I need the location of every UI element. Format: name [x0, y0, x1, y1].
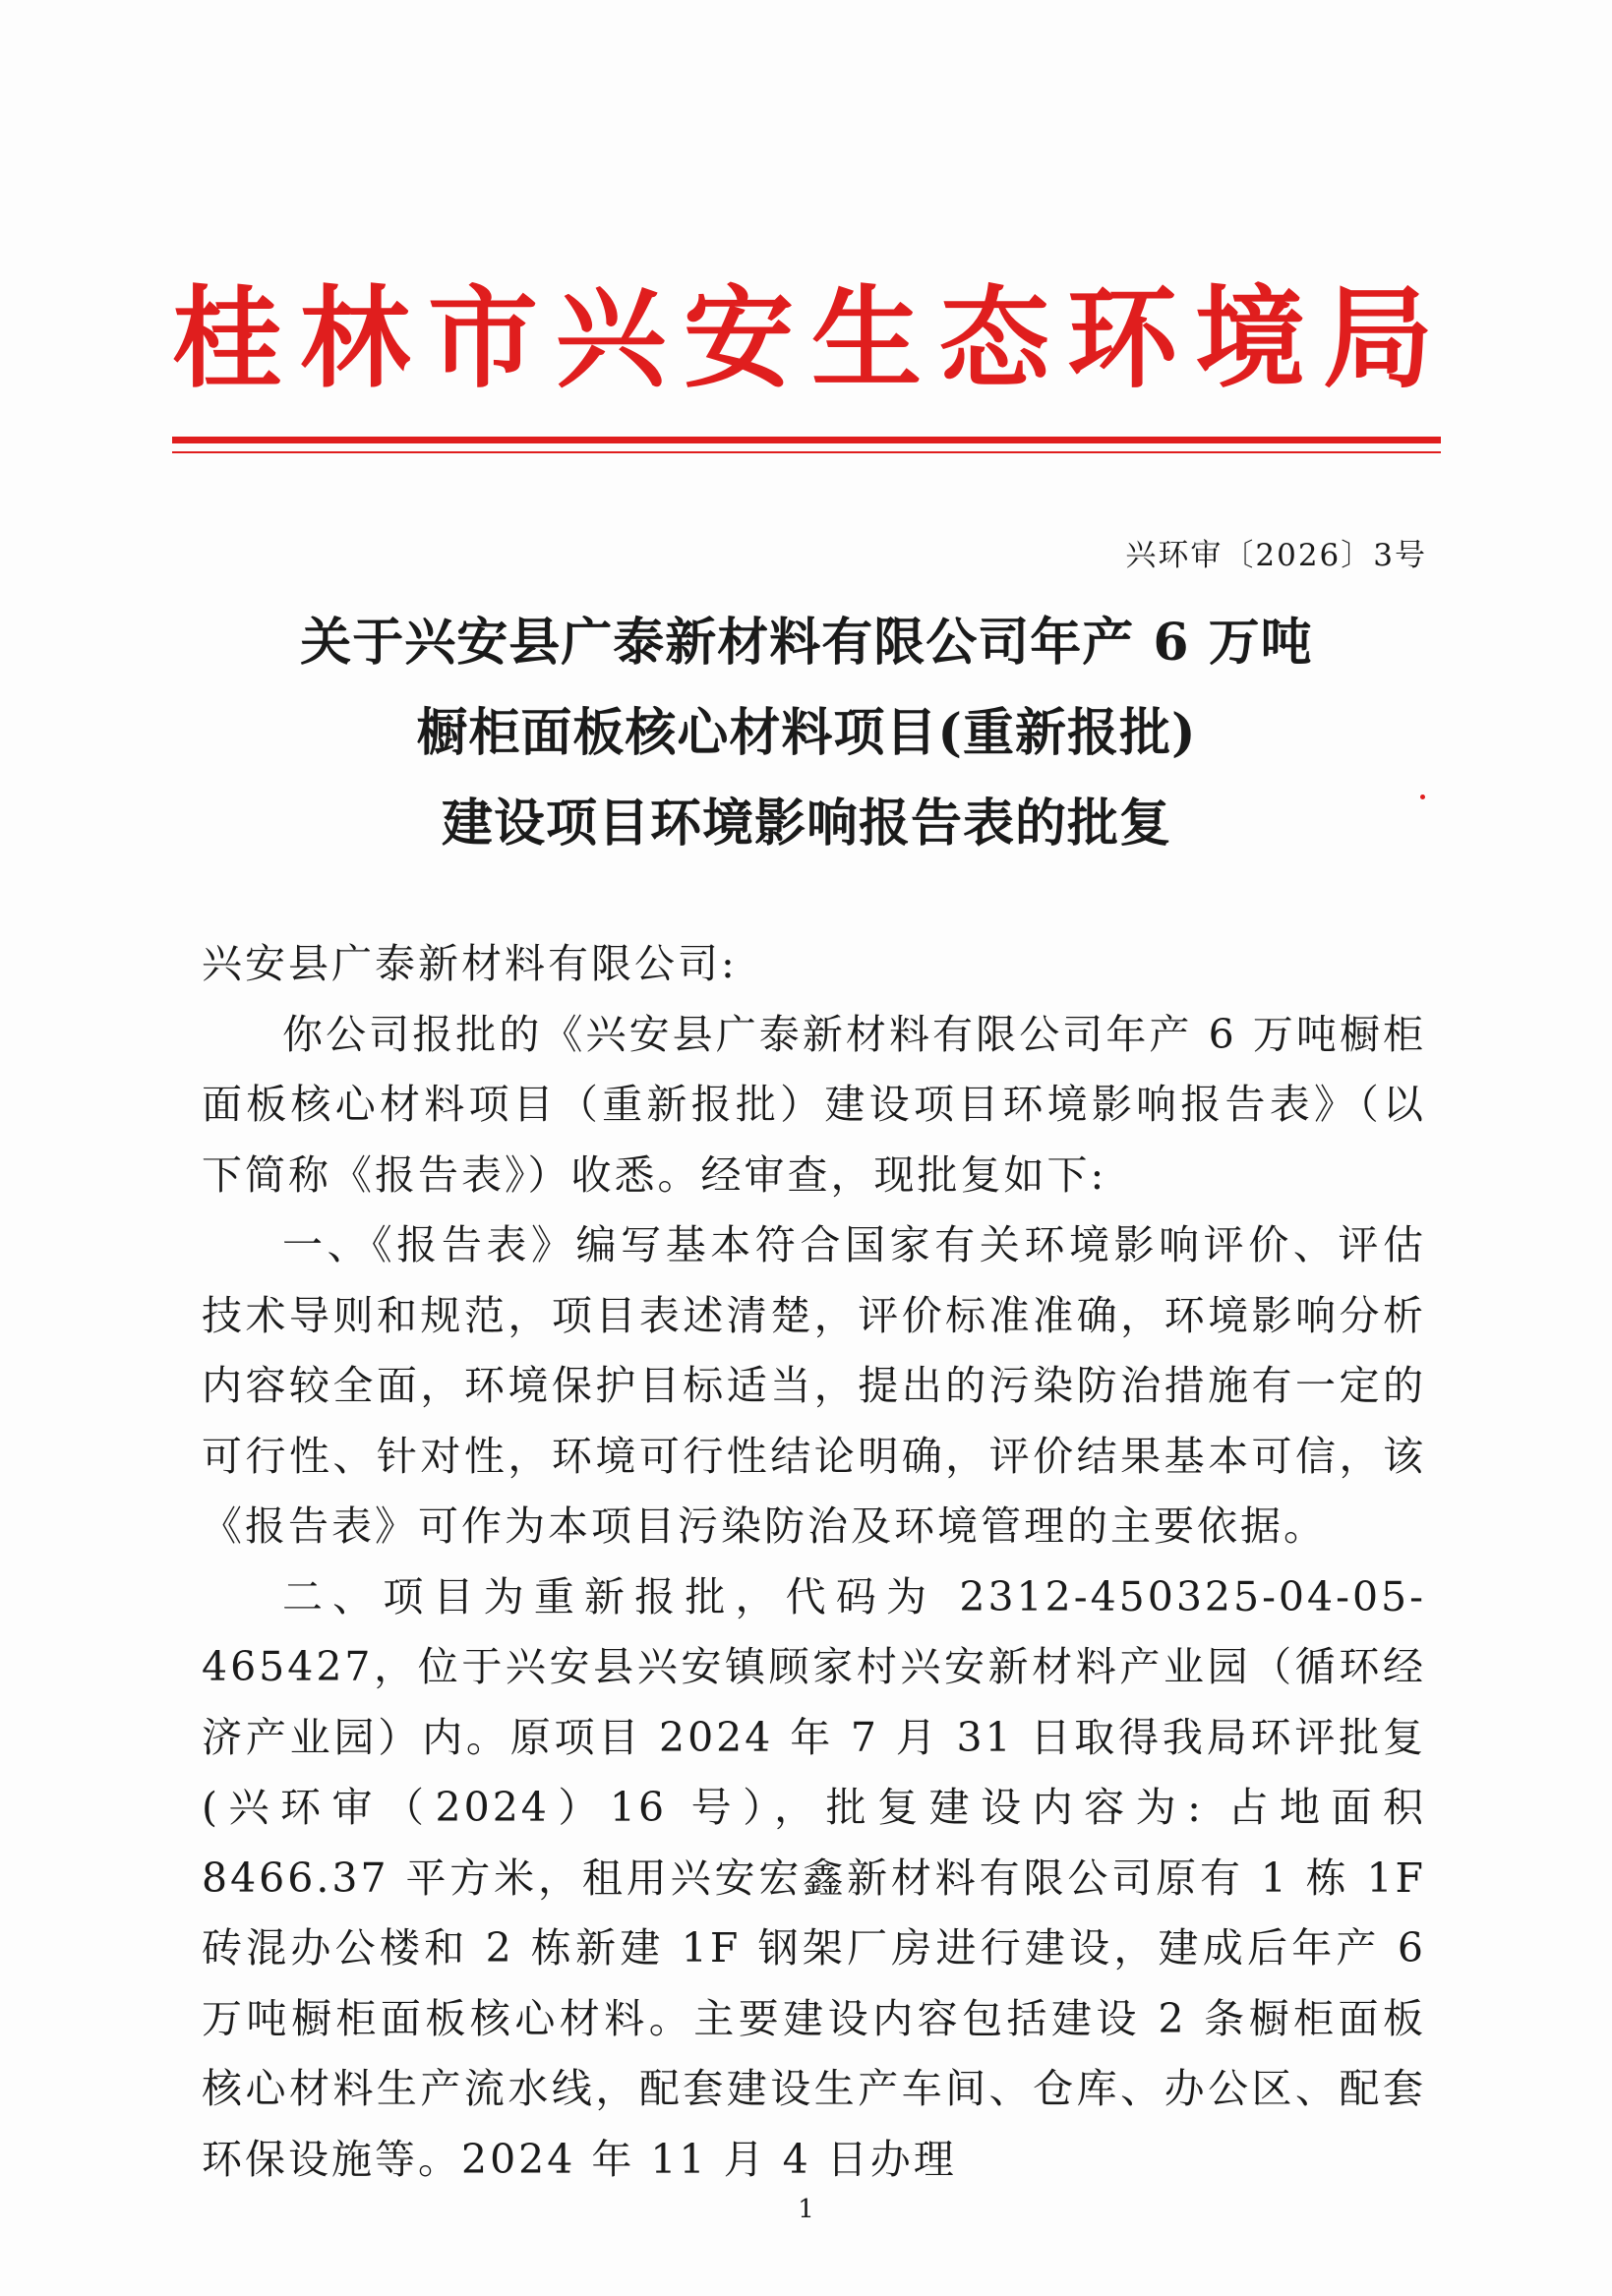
- title-line-1: 关于兴安县广泰新材料有限公司年产 6 万吨: [300, 613, 1313, 673]
- red-divider-thick: [172, 437, 1441, 443]
- title-line-2: 橱柜面板核心材料项目(重新报批): [416, 703, 1197, 763]
- document-body: [202, 929, 1426, 2195]
- title-line-3: 建设项目环境影响报告表的批复: [441, 794, 1171, 854]
- document-title: [172, 598, 1441, 869]
- agency-header: 桂林市兴安生态环境局: [172, 275, 1451, 403]
- paragraph-2: 一、《报告表》编写基本符合国家有关环境影响评价、评估技术导则和规范，项目表述清楚，评价标准准确，环境影响分析内容较全面，环境保护目标适当，提出的污染防治措施有一定的可行性、针对性，环境可行性结论明确，评价结果基本可信，该《报告表》可作为本项目污染防治及环境管理的主要依据。: [202, 1221, 1426, 1550]
- page-number: 1: [798, 2195, 814, 2224]
- scan-speck: [1420, 795, 1425, 799]
- addressee: 兴安县广泰新材料有限公司:: [202, 940, 738, 987]
- paragraph-3: 二、项目为重新报批，代码为 2312-450325-04-05-465427，位于兴安县兴安镇顾家村兴安新材料产业园（循环经济产业园）内。原项目 2024 年 7 月 31 日取得我局环评批复(兴环审（2024）16 号），批复建设内容为: 占地面积 8466.37 平方米，租用兴安宏鑫新材料有限公司原有 1 栋 1F 砖混办公楼和 2 栋新建 1F 钢架厂房进行建设，建成后年产 6 万吨橱柜面板核心材料。主要建设内容包括建设 2 条橱柜面板核心材料生产流水线，配套建设生产车间、仓库、办公区、配套环保设施等。2024 年 11 月 4 日办理: [202, 1572, 1426, 2183]
- red-divider-thin: [172, 451, 1441, 453]
- paragraph-1: 你公司报批的《兴安县广泰新材料有限公司年产 6 万吨橱柜面板核心材料项目（重新报批）建设项目环境影响报告表》（以下简称《报告表》）收悉。经审查，现批复如下:: [202, 1010, 1426, 1199]
- document-number: 兴环审〔2026〕3号: [1125, 538, 1427, 573]
